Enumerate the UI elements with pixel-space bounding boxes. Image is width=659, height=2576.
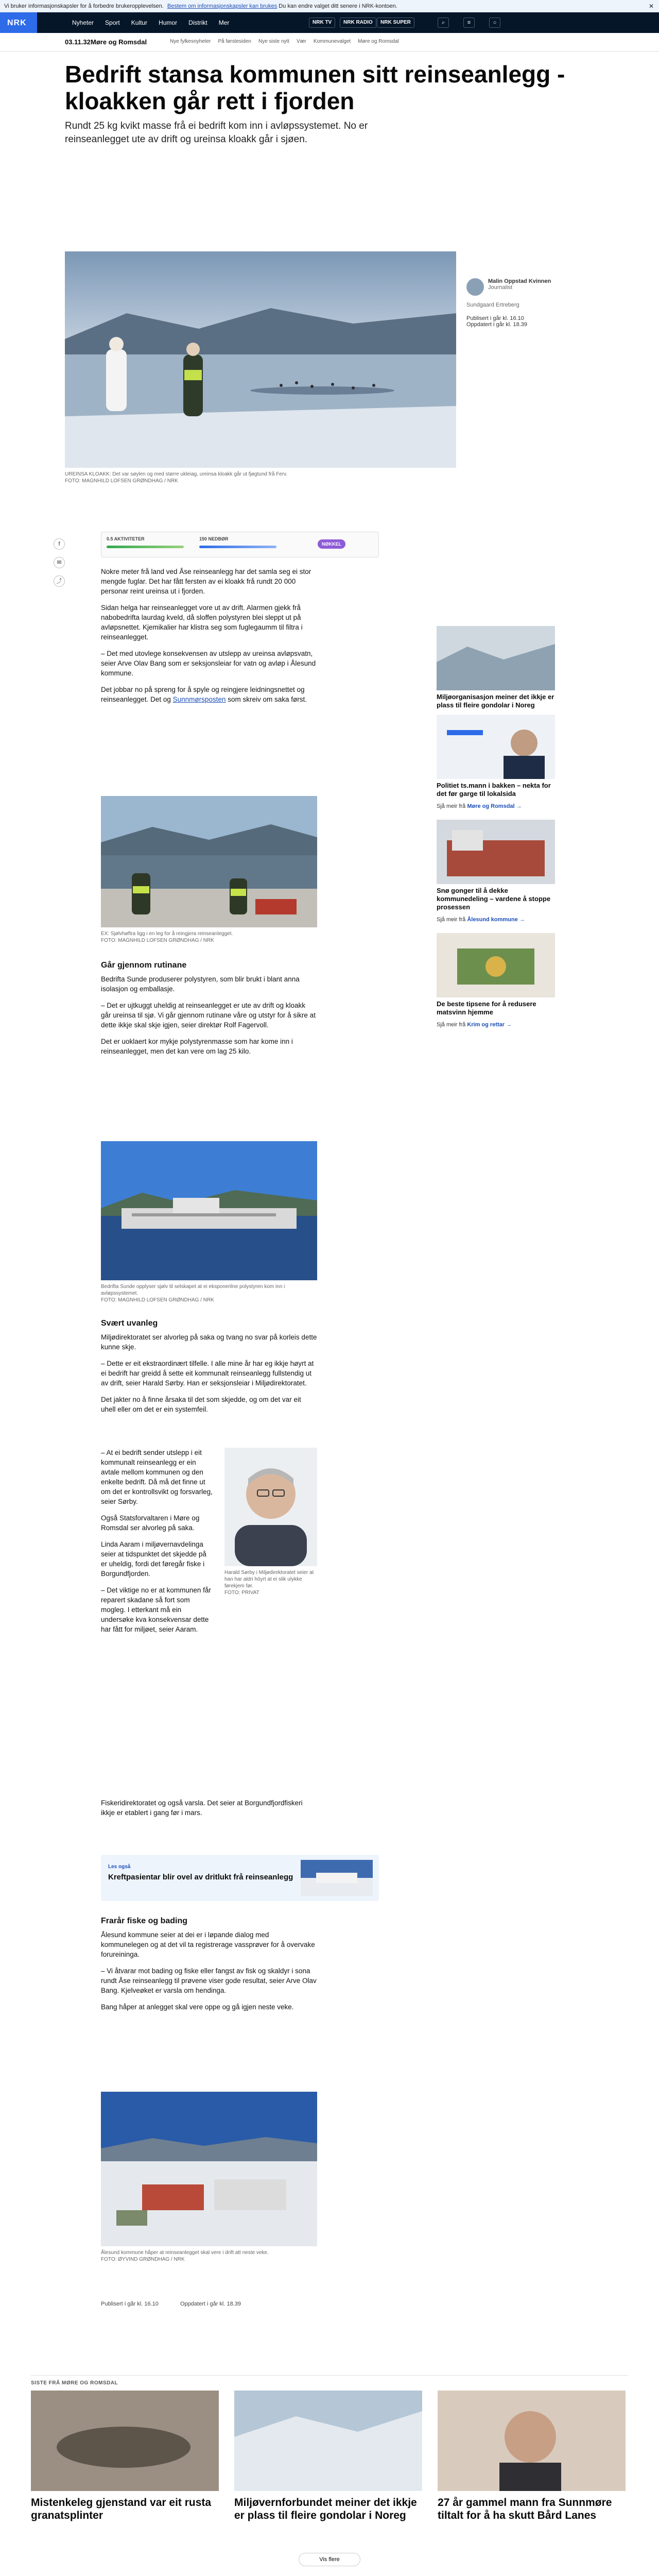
see-more-text: Sjå meir frå xyxy=(437,1022,466,1028)
menu-icon[interactable]: ≡ xyxy=(463,18,475,28)
grid-thumbnail xyxy=(438,2391,626,2491)
measure-bar xyxy=(107,546,184,548)
paragraph: – Det er ujtkuggt uheldig at reinseanlegget er ute av drift og kloakk går ureinsa til sjø. Vi går gjennom rutinane våre og utstyr for å sikre at dette ikkje skal skje igjen, seier direktør Rolf Fagervoll. xyxy=(101,1002,316,1029)
publish-date: Publisert i går kl. 16.10 xyxy=(466,315,524,321)
related-article-card[interactable] xyxy=(101,1855,379,1901)
caption-credit: FOTO: MAGNHILD LOFSEN GRØNDHAG / NRK xyxy=(101,1297,214,1303)
region-subnav-item[interactable]: Kommunevalget xyxy=(313,39,351,44)
nav-item-kultur[interactable]: Kultur xyxy=(131,19,148,26)
measurement-widget xyxy=(101,532,379,557)
hero-credit: FOTO: MAGNHILD LOFSEN GRØNDHAG / NRK xyxy=(65,478,178,484)
thumbnail-photo xyxy=(437,626,555,690)
region-subnav-item[interactable]: Nye siste nytt xyxy=(258,39,289,44)
image4-caption xyxy=(101,2249,317,2263)
image3-caption xyxy=(101,1283,317,1303)
sidebar-thumbnail xyxy=(437,820,555,884)
nav-item-sport[interactable]: Sport xyxy=(105,19,120,26)
see-more-text: Sjå meir frå xyxy=(437,917,466,923)
thumbnail-photo xyxy=(437,820,555,884)
nrk-logo[interactable]: NRK xyxy=(0,12,37,33)
sidebar-card-title[interactable]: Snø gonger til å dekke kommunedeling – vardene å stoppe prosessen xyxy=(437,887,551,911)
share-column xyxy=(54,538,65,594)
paragraph: – Det med utovlege konsekvensen av utslepp av ureinsa avløpsvatn, seier Arve Olav Bang som er seksjonsleiar for vatn og avløp i Ålesund kommune. xyxy=(101,650,316,677)
caption-credit: FOTO: PRIVAT xyxy=(224,1590,259,1596)
sidebar-thumbnail xyxy=(437,715,555,779)
paragraph-text: Det jobbar no på spreng for å spyle og reingjere leidningsnettet og reinseanlegget. Det og xyxy=(101,686,305,703)
sidebar-card[interactable] xyxy=(437,715,555,798)
bottom-publish-date: Publisert i går kl. 16.10 xyxy=(101,2301,159,2307)
sidebar-card[interactable] xyxy=(437,933,555,1016)
related-kicker: Les også xyxy=(108,1864,131,1870)
top-navigation-bar xyxy=(0,12,659,33)
measure-bar xyxy=(199,546,276,548)
caption-credit: FOTO: MAGNHILD LOFSEN GRØNDHAG / NRK xyxy=(101,938,214,943)
paragraph: Det jakter no å finne årsaka til det som skjedde, og om det var eit uhell eller om det er ein systemfeil. xyxy=(101,1396,301,1413)
paragraph: Fiskeridirektoratet og også varsla. Det seier at Borgundfjordfiskeri ikkje er etablert i gang før i mars. xyxy=(101,1799,303,1817)
article-body-4 xyxy=(101,1448,214,1641)
image2-caption xyxy=(101,930,317,944)
paragraph: Nokre meter frå land ved Åse reinseanlegg har det samla seg ei stor mengde fuglar. Det har fått fersten av ei kloakk frå rundt 20 000 personar reint ureinsa ut i fjorden. xyxy=(101,568,311,595)
related-title[interactable]: Kreftpasientar blir ovel av dritlukt frå reinseanlegg xyxy=(108,1873,293,1882)
bottom-update-date: Oppdatert i går kl. 18.39 xyxy=(180,2301,241,2307)
sidebar-card-title[interactable]: De beste tipsene for å redusere matsvinn hjemme xyxy=(437,1000,536,1016)
caption-text: Harald Sørby i Miljødirektoratet seier at han har aldri höyrt at ei slik ulykke førekjem før. xyxy=(224,1570,314,1589)
see-more-link[interactable] xyxy=(437,917,555,923)
article-image-town[interactable] xyxy=(101,2092,317,2246)
workers-photo xyxy=(101,796,317,927)
mail-icon[interactable]: ✉ xyxy=(54,557,65,568)
measure-badge[interactable]: NØKKEL xyxy=(318,539,345,549)
see-more-link[interactable] xyxy=(437,1022,555,1028)
article-headline: Bedrift stansa kommunen sitt reinseanlegg - kloakken går rett i fjorden xyxy=(65,61,565,114)
see-more-target[interactable]: Ålesund kommune → xyxy=(467,917,525,923)
grid-photo xyxy=(234,2391,422,2491)
grid-card-title[interactable]: Miljøvernforbundet meiner det ikkje er plass til fleire gondolar i Noreg xyxy=(234,2497,417,2521)
paragraph: – Dette er eit ekstraordinært tilfelle. I alle mine år har eg ikkje høyrt at ei bedrift har greidd å sette eit kommunalt reinseanlegg fullstendig ut av drift, seier Harald Sørby. Han er seksjonsleiar i Miljødirektoratet. xyxy=(101,1360,314,1387)
article-lead: Rundt 25 kg kvikt masse frå ei bedrift kom inn i avløpssystemet. No er reinseanlegget ute av drift og ureinsa kloakk går i sjøen. xyxy=(65,121,368,145)
factory-photo xyxy=(101,1141,317,1280)
paragraph: Ålesund kommune seier at dei er i løpande dialog med kommunelegen og at det vil ta registrerage vassprøver for å overvake forureininga. xyxy=(101,1931,315,1958)
sidebar-card[interactable] xyxy=(437,820,555,911)
article-body-2 xyxy=(101,958,317,1063)
grid-card-title[interactable]: Mistenkeleg gjenstand var eit rusta granatsplinter xyxy=(31,2497,212,2521)
paragraph: Bedrifta Sunde produserer polystyren, som blir brukt i blant anna isolasjon og emballasje. xyxy=(101,975,300,993)
paragraph: – Vi åtvarar mot bading og fiske eller fangst av fisk og skaldyr i sona rundt Åse reinseanlegg til prøvene viser gode resultat, seier Arve Olav Bang. Kjelveøket er varsla om hendinga. xyxy=(101,1967,317,1994)
sidebar-thumbnail xyxy=(437,626,555,690)
caption-text: EX: Sjølvhøftra ligg i en leg for å reingjera reinseanlegget. xyxy=(101,931,233,937)
live-time: 03.11.32 xyxy=(65,38,91,46)
hero-image[interactable] xyxy=(65,251,456,468)
paragraph: Sidan helga har reinseanlegget vore ut av drift. Alarmen gjekk frå nabobedrifta laurdag kveld, då sloffen polystyren blei sleppt ut på avløpsnettet. Kjemikalier har klistra seg som fuglegaumm til filtra i reinseanlegget. xyxy=(101,604,303,641)
paragraph: – At ei bedrift sender utslepp i eit kommunalt reinseanlegg er ein avtale mellom kommunen og den enkelte bedrift. Då må det finne ut om det er kontrollsvikt og forsvarleg, seier Sørby. xyxy=(101,1449,213,1505)
paragraph xyxy=(101,685,317,704)
nav-item-humor[interactable]: Humor xyxy=(159,19,178,26)
town-photo xyxy=(101,2092,317,2246)
see-more-text: Sjå meir frå xyxy=(437,803,466,809)
show-more-button[interactable]: Vis flere xyxy=(299,2553,360,2566)
caption-credit: FOTO: ØYVIND GRØNDHAG / NRK xyxy=(101,2257,185,2262)
paragraph: – Det viktige no er at kommunen får reparert skadane så fort som mogleg. I etterkant må ein undersøke kva konsekvensar dette har fått for miljøet, seier Aaram. xyxy=(101,1586,211,1633)
nrk-tv-button[interactable]: NRK TV xyxy=(309,18,335,28)
main-nav xyxy=(72,19,229,26)
region-bar xyxy=(0,33,659,52)
cookie-text: Vi bruker informasjonskapsler for å forbedre brukeropplevelsen. xyxy=(4,3,164,9)
sidebar-card-title[interactable]: Politiet ts.mann i bakken – nekta for det før garge til lokalsida xyxy=(437,782,551,798)
sidebar-thumbnail xyxy=(437,933,555,997)
region-title[interactable]: Møre og Romsdal xyxy=(91,38,147,46)
paragraph: Bang håper at anlegget skal vere oppe og gå igjen neste veke. xyxy=(101,2003,294,2011)
article-body-3 xyxy=(101,1316,317,1421)
cookie-link[interactable]: Bestem om informasjonskapsler kan brukes xyxy=(167,3,278,9)
search-icon[interactable]: ⌕ xyxy=(438,18,449,28)
section-heading: Frarår fiske og bading xyxy=(101,1917,188,1925)
byline-extra: Sundgaard Ertreberg xyxy=(466,302,519,308)
hero-photo xyxy=(65,251,456,468)
section-heading: Svært uvanleg xyxy=(101,1319,158,1328)
paragraph: Det er uoklaert kor mykje polystyrenmasse som har kome inn i reinseanlegget, men det kan vere om lag 25 kilo. xyxy=(101,1038,293,1055)
nav-item-mer[interactable]: Mer xyxy=(218,19,230,26)
portrait-caption xyxy=(224,1569,317,1596)
region-subnav xyxy=(170,39,399,44)
measure-label: 0.5 AKTIVITETER xyxy=(107,536,145,541)
article-image-workers[interactable] xyxy=(101,796,317,927)
paragraph: Også Statsforvaltaren i Møre og Romsdal ser alvorleg på saka. xyxy=(101,1514,200,1532)
portrait-photo xyxy=(224,1448,317,1566)
sidebar-card[interactable] xyxy=(437,626,555,709)
article-body-6 xyxy=(101,1914,317,2019)
facebook-icon[interactable]: f xyxy=(54,538,65,550)
section-label: SISTE FRÅ MØRE OG ROMSDAL xyxy=(31,2380,118,2386)
grid-card[interactable] xyxy=(31,2391,219,2522)
divider xyxy=(31,2375,628,2376)
user-icon[interactable]: ○ xyxy=(489,18,500,28)
related-thumbnail xyxy=(301,1860,373,1896)
thumbnail-photo xyxy=(437,715,555,779)
see-more-link[interactable] xyxy=(437,803,555,809)
cookie-banner xyxy=(0,0,659,12)
byline-name[interactable]: Malin Oppstad Kvinnen xyxy=(488,278,551,284)
byline xyxy=(466,278,590,328)
article-image-factory[interactable] xyxy=(101,1141,317,1280)
see-more-target[interactable]: Møre og Romsdal → xyxy=(467,803,522,809)
nrk-super-button[interactable]: NRK SUPER xyxy=(377,18,414,28)
grid-thumbnail xyxy=(234,2391,422,2491)
nav-item-distrikt[interactable]: Distrikt xyxy=(188,19,207,26)
share-icon[interactable]: ⤴ xyxy=(54,575,65,587)
cookie-rest-text: Du kan endre valget ditt senere i NRK-kontoen. xyxy=(279,3,397,9)
grid-photo xyxy=(31,2391,219,2491)
measure-label: 150 NEDBØR xyxy=(199,536,229,541)
grid-card[interactable] xyxy=(234,2391,422,2522)
article-body-1 xyxy=(101,567,317,711)
region-subnav-item[interactable]: Møre og Romsdal xyxy=(358,39,399,44)
caption-text: Ålesund kommune håper at reinseanlegget skal vere i drift att neste veke. xyxy=(101,2250,269,2256)
see-more-target[interactable]: Krim og rettar → xyxy=(467,1022,512,1028)
hero-caption-text: UREINSA KLOAKK: Det var søylen og med større ukleiag, ureinsa kloakk går ut fjøgtund frå Ferv. xyxy=(65,471,288,477)
region-subnav-item[interactable]: Vær xyxy=(297,39,306,44)
section-heading: Går gjennom rutinane xyxy=(101,961,187,970)
byline-role: Journalist xyxy=(488,284,513,291)
paragraph-text: som skreiv om saka først. xyxy=(228,696,307,703)
update-date: Oppdatert i går kl. 18.39 xyxy=(466,321,528,328)
article-body-5 xyxy=(101,1798,317,1824)
nrk-radio-button[interactable]: NRK RADIO xyxy=(340,18,376,28)
region-subnav-item[interactable]: På førstesiden xyxy=(218,39,251,44)
paragraph: Linda Aaram i miljøvernavdelinga seier at tidspunktet det skjedde på er uheldig, fordi det føregår fiske i Borgundfjorden. xyxy=(101,1540,206,1578)
related-photo xyxy=(301,1860,373,1896)
source-link[interactable]: Sunnmørsposten xyxy=(172,696,226,703)
hero-caption xyxy=(65,471,456,484)
grid-thumbnail xyxy=(31,2391,219,2491)
sidebar xyxy=(437,626,555,1038)
paragraph: Miljødirektoratet ser alvorleg på saka og tvang no svar på korleis dette kunne skje. xyxy=(101,1333,317,1351)
nav-item-nyheter[interactable]: Nyheter xyxy=(72,19,94,26)
close-icon[interactable]: ✕ xyxy=(648,3,654,10)
grid-card-title[interactable]: 27 år gammel mann fra Sunnmøre tiltalt for å ha skutt Bård Lanes xyxy=(438,2497,612,2521)
thumbnail-photo xyxy=(437,933,555,997)
avatar xyxy=(466,278,484,296)
caption-text: Bedrifta Sunde opplyser sjølv til selskapet at ei eksponerilne polystyren kom inn i avløpssystemet. xyxy=(101,1284,285,1296)
region-subnav-item[interactable]: Nye fylkesnyheter xyxy=(170,39,211,44)
portrait-image[interactable] xyxy=(224,1448,317,1566)
grid-card[interactable] xyxy=(438,2391,626,2522)
sidebar-card-title[interactable]: Miljøorganisasjon meiner det ikkje er plass til fleire gondolar i Noreg xyxy=(437,693,554,709)
grid-photo xyxy=(438,2391,626,2491)
